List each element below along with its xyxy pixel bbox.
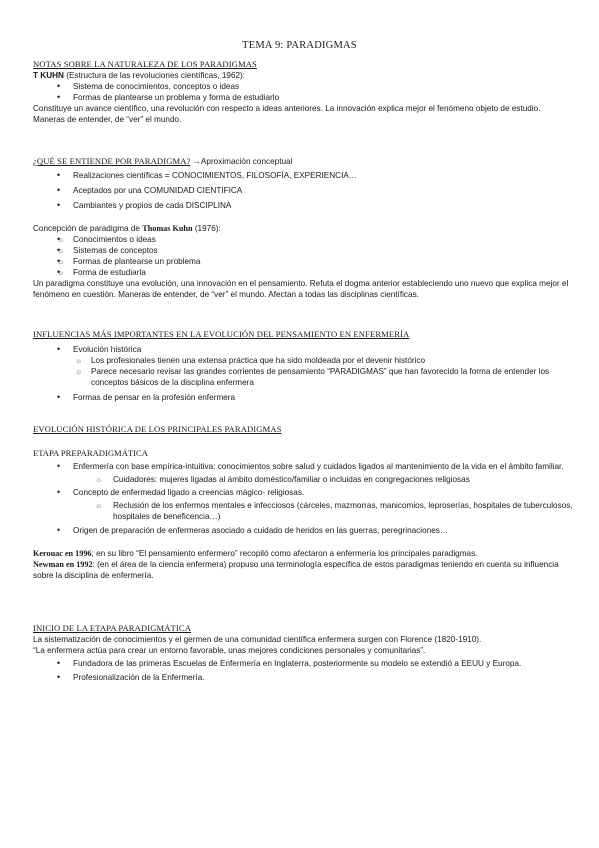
list-item-text: Formas de plantearse un problema xyxy=(73,257,201,266)
kuhn-reference xyxy=(33,70,573,81)
bullet-list xyxy=(33,344,573,403)
star-list xyxy=(33,234,573,278)
newman-paragraph xyxy=(33,559,573,581)
quote: “La enfermera actúa para crear un entorno favorable, unas mejores condiciones personales y comunitarias”. xyxy=(33,646,426,655)
kuhn-concept-prefix: Concepción de paradigma de xyxy=(33,224,143,233)
list-item-text: Los profesionales tienen una extensa práctica que ha sido moldeada por el devenir histórico xyxy=(91,356,426,365)
list-item xyxy=(33,234,573,245)
bullet-list xyxy=(33,170,573,211)
section-naturaleza xyxy=(33,59,573,125)
paragraph: Un paradigma constituye una evolución, una innovación en el pensamiento. Refuta el dogma anterior estableciendo uno nuevo que explica mejor el fenómeno en cuestión. Maneras de entender, de “ver” el mundo. Afectan a todas las disciplinas científicas. xyxy=(33,279,569,299)
kuhn-reference-author: T KUHN xyxy=(33,71,64,80)
list-item: • Cambiantes y propios de cada DISCIPLINA xyxy=(33,200,573,211)
bullet-list xyxy=(33,658,573,683)
star-bullet-icon: • ☼ xyxy=(57,235,65,244)
section-heading: ¿QUÉ SE ENTIENDE POR PARADIGMA? xyxy=(33,156,191,166)
list-item: • Sistema de conocimientos, conceptos o ideas xyxy=(33,81,573,92)
list-item: • Profesionalización de la Enfermería. xyxy=(33,672,573,683)
sub-heading: ETAPA PREPARADIGMÁTICA xyxy=(33,448,148,458)
list-item: • Realizaciones científicas = CONOCIMIENTOS, FILOSOFÍA, EXPERIENCIA… xyxy=(33,170,573,181)
kuhn-name: Thomas Kuhn xyxy=(142,224,193,233)
kuhn-reference-title: (Estructura de las revoluciones científicas, 1962): xyxy=(63,71,246,80)
section-heading: INICIO DE LA ETAPA PARADIGMÁTICA xyxy=(33,623,192,633)
section-evolucion xyxy=(33,424,573,581)
kerouac-name: Kerouac en 1996 xyxy=(33,549,92,558)
bullet-list xyxy=(33,81,573,103)
star-bullet-icon: • ☼ xyxy=(57,257,65,266)
kuhn-concept-line xyxy=(33,223,573,234)
list-item-text: Cuidadores: mujeres ligadas al ámbito doméstico/familiar o incluidas en congregaciones religiosas xyxy=(113,475,470,484)
kerouac-text: ; en su libro “El pensamiento enfermero” recopiló como afectaron a enfermería los principales paradigmas. xyxy=(91,549,478,558)
section-que-es-paradigma xyxy=(33,156,573,300)
star-bullet-icon: ☼ xyxy=(75,356,83,365)
list-item xyxy=(33,366,573,388)
kuhn-concept-suffix: (1976): xyxy=(192,224,221,233)
list-item-text: Parece necesario revisar las grandes corrientes de pensamiento “PARADIGMAS” que han favorecido la forma de entender los conceptos básicos de la disciplina enfermera xyxy=(91,367,550,387)
heading-tail: →Aproximación conceptual xyxy=(190,157,293,166)
list-item-text: Forma de estudiarla xyxy=(73,268,146,277)
kerouac-paragraph xyxy=(33,548,573,559)
newman-name: Newman en 1992 xyxy=(33,560,93,569)
newman-text: : (en el área de la ciencia enfermera) propuso una terminología específica de estos paradigmas teniendo en cuenta su influencia sobre la disciplina de enfermería. xyxy=(33,560,559,580)
star-bullet-icon: ☼ xyxy=(75,367,83,376)
list-item xyxy=(33,267,573,278)
list-item-text: Conocimientos o ideas xyxy=(73,235,156,244)
list-item: • Evolución histórica xyxy=(33,344,573,355)
section-heading: EVOLUCIÓN HISTÓRICA DE LOS PRINCIPALES PARADIGMAS xyxy=(33,424,282,434)
paragraph: La sistematización de conocimientos y el germen de una comunidad científica enfermera surgen con Florence (1820-1910). xyxy=(33,635,482,644)
star-bullet-icon: ☼ xyxy=(95,501,103,510)
section-heading: NOTAS SOBRE LA NATURALEZA DE LOS PARADIGMAS xyxy=(33,59,257,69)
list-item: • Formas de pensar en la profesión enfermera xyxy=(33,392,573,403)
list-item: • Aceptados por una COMUNIDAD CIENTIFICA xyxy=(33,185,573,196)
bullet-list xyxy=(33,461,573,536)
paragraph: Constituye un avance científico, una revolución con respecto a ideas anteriores. La innovación explica mejor el fenómeno objeto de estudio. Maneras de entender, de “ver” el mundo. xyxy=(33,104,541,124)
list-item: • Fundadora de las primeras Escuelas de Enfermería en Inglaterra, posteriormente su modelo se extendió a EEUU y Europa. xyxy=(33,658,573,669)
section-inicio-paradigmatica xyxy=(33,623,573,683)
star-bullet-icon: ☼ xyxy=(95,475,103,484)
star-bullet-icon: • ☼ xyxy=(57,268,65,277)
star-bullet-icon: • ☼ xyxy=(57,246,65,255)
section-heading-line xyxy=(33,156,573,167)
list-item: • Concepto de enfermedad ligado a creencias mágico- religiosas. xyxy=(33,487,573,498)
list-item: • Enfermería con base empírica-intuitiva: conocimientos sobre salud y cuidados ligados al mantenimiento de la vida en el ámbito familiar. xyxy=(33,461,573,472)
list-item-text: Sistemas de conceptos xyxy=(73,246,158,255)
list-item: • Origen de preparación de enfermeras asociado a cuidado de heridos en las guerras, peregrinaciones… xyxy=(33,525,573,536)
list-item xyxy=(33,245,573,256)
list-item xyxy=(33,355,573,366)
list-item-text: Reclusión de los enfermos mentales e infecciosos (cárceles, mazmorras, manicomios, leproserías, hospitales de tuberculosos, hospitales de beneficencia…) xyxy=(113,501,573,521)
page-title: TEMA 9: PARADIGMAS xyxy=(242,40,357,51)
list-item xyxy=(33,474,573,485)
list-item xyxy=(33,256,573,267)
list-item xyxy=(33,500,573,522)
section-influencias xyxy=(33,329,573,403)
list-item: • Formas de plantearse un problema y forma de estudiarlo xyxy=(33,92,573,103)
section-heading: INFLUENCIAS MÁS IMPORTANTES EN LA EVOLUCIÓN DEL PENSAMIENTO EN ENFERMERÍA xyxy=(33,329,410,339)
